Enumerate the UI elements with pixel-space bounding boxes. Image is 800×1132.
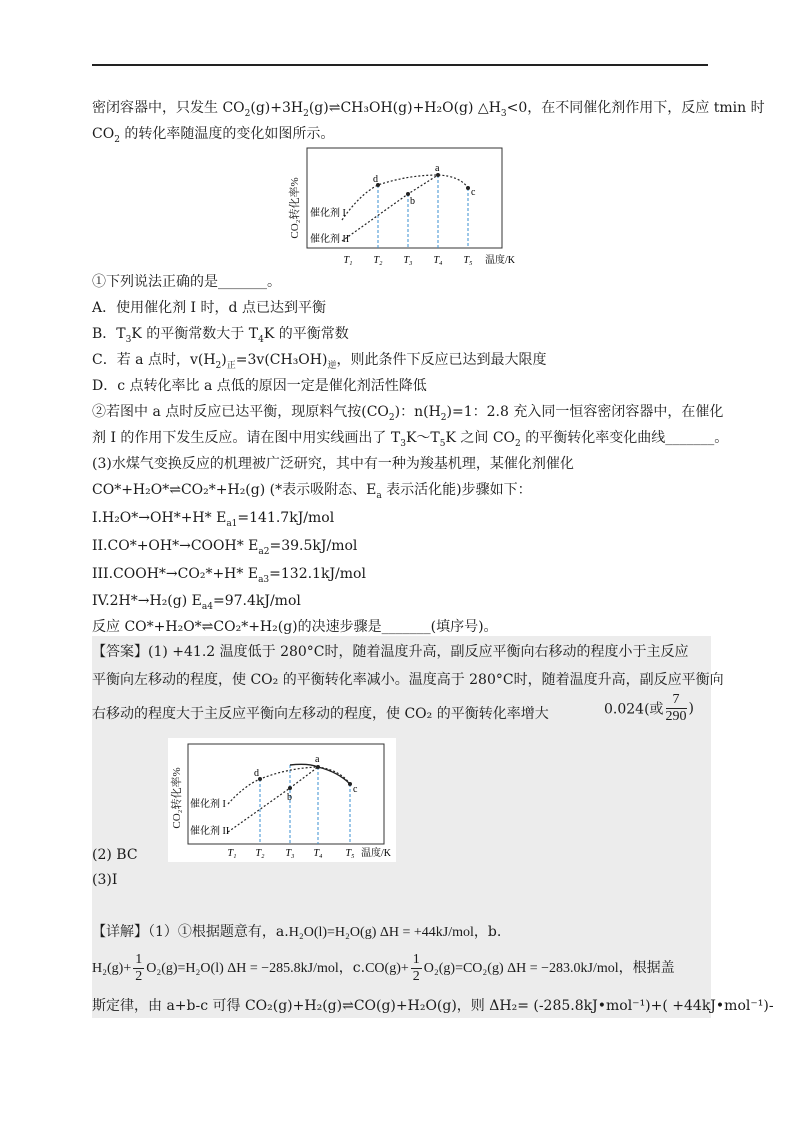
chart2-tick-T2: T₂ bbox=[255, 848, 265, 859]
q1-option-b: B．$T_3K$ 的平衡常数大于 $T_4K$ 的平衡常数 bbox=[92, 326, 349, 345]
chart2-point-b bbox=[288, 786, 292, 790]
chart2-x-axis-label: 温度/K bbox=[361, 848, 391, 859]
chart1-label-c: c bbox=[471, 187, 476, 198]
q1-option-c: C．若 a 点时，$v(H_2)_正=3v(CH_3OH)_逆$，则此条件下反应已达到最大限度 bbox=[92, 352, 547, 371]
chart2-label-b: b bbox=[287, 792, 292, 803]
chart1-label-b: b bbox=[410, 196, 415, 207]
chart1-tick-T4: T₄ bbox=[433, 255, 443, 266]
chart2-point-c bbox=[348, 782, 352, 786]
chart2-point-a bbox=[316, 765, 320, 769]
answer-fraction: $\frac{7}{290}$ bbox=[665, 692, 687, 724]
q1-stem: ①下列说法正确的是_______。 bbox=[92, 274, 281, 290]
chart1-x-axis-label: 温度/K bbox=[485, 255, 515, 266]
answer-value: 0.024(或 $\frac{7}{290}$ ) bbox=[604, 692, 695, 724]
q3-line-2: CO*+H₂O*⇌CO₂*+H₂(g) (*表示吸附态、$E_a$ 表示活化能)步骤如下： bbox=[92, 482, 532, 501]
header-rule bbox=[92, 64, 708, 66]
q2-line-2: 剂 I 的作用下发生反应。请在图中用实线画出了 $T_3K\sim T_5K$ 之间 $CO_2$ 的平衡转化率变化曲线_______。 bbox=[92, 430, 729, 449]
chart1-tick-T1: T₁ bbox=[343, 255, 353, 266]
intro-line-1: 密闭容器中，只发生 $CO_2(g)+3H_2(g)\rightleftharpoons CH_3OH(g)+H_2O(g)$ $\triangle H_3<0$，在不同催化剂作用下，反应 tmin 时 bbox=[92, 100, 765, 119]
chart1-catalyst-2-label: 催化剂 II bbox=[310, 234, 350, 245]
answer-line-2: 平衡向左移动的程度，使 CO₂ 的平衡转化率减小。温度高于 280°C时，随着温度升高，副反应平衡向 bbox=[92, 672, 724, 688]
q3-step-1: I.H₂O*→OH*+H* $E_{a1}=141.7kJ$/mol bbox=[92, 510, 335, 529]
chart2-y-axis-label bbox=[169, 767, 183, 828]
detail-line-1: 【详解】（1）①根据题意有，a.H₂O(l)=H₂O(g) ΔH = +44kJ/mol，b. bbox=[92, 924, 502, 940]
conversion-chart-2 bbox=[168, 738, 396, 862]
chart2-tick-T4: T₄ bbox=[313, 848, 323, 859]
chart1-label-d: d bbox=[373, 174, 378, 185]
chart2-tick-T1: T₁ bbox=[227, 848, 237, 859]
q3-step-3: III.COOH*→CO₂*+H* $E_{a3}=132.1kJ$/mol bbox=[92, 566, 366, 585]
chart2-catalyst-2-label: 催化剂 II bbox=[190, 826, 230, 837]
chart2-tick-T3: T₃ bbox=[285, 848, 295, 859]
chart1-curve-catalyst-2 bbox=[342, 175, 438, 241]
q3-step-4: IV.2H*→H₂(g) $E_{a4}=97.4kJ$/mol bbox=[92, 593, 301, 612]
intro-line-2: $CO_2$ 的转化率随温度的变化如图所示。 bbox=[92, 126, 335, 145]
chart1-guides bbox=[378, 175, 468, 248]
svg-text:CO₂转化率%: CO₂转化率% bbox=[171, 767, 183, 829]
chart2-label-a: a bbox=[315, 754, 320, 765]
chart1-frame bbox=[307, 148, 502, 248]
answer-line-3: 右移动的程度大于主反应平衡向左移动的程度，使 CO₂ 的平衡转化率增大 bbox=[92, 706, 549, 722]
chart2-catalyst-1-label: 催化剂 I bbox=[190, 799, 226, 810]
chart1-y-axis-label bbox=[287, 177, 301, 238]
answer-part-3: (3)I bbox=[92, 872, 118, 888]
detail-half-1: $\frac{1}{2}$ bbox=[135, 951, 143, 984]
q1-option-a: A．使用催化剂 I 时，d 点已达到平衡 bbox=[92, 300, 326, 316]
detail-line-2: H₂(g)+ $\frac{1}{2}$ O₂(g)=H₂O(l) ΔH = −285.8kJ/mol，c.CO(g)+ $\frac{1}{2}$ O₂(g)=CO₂(g) ΔH = −283.0kJ/mol，根据盖 bbox=[92, 951, 675, 984]
chart1-tick-T3: T₃ bbox=[403, 255, 413, 266]
q3-last-line: 反应 CO*+H₂O*⇌CO₂*+H₂(g)的决速步骤是_______(填序号)。 bbox=[92, 619, 498, 635]
detail-line-3: 斯定律，由 a+b-c 可得 CO₂(g)+H₂(g)⇌CO(g)+H₂O(g)，则 ΔH₂= (-285.8kJ•mol⁻¹)+( +44kJ•mol⁻¹)- bbox=[92, 998, 774, 1014]
chart2-label-d: d bbox=[254, 768, 259, 779]
q3-step-2: II.CO*+OH*→COOH* $E_{a2}=39.5kJ$/mol bbox=[92, 538, 358, 557]
detail-half-2: $\frac{1}{2}$ bbox=[412, 951, 420, 984]
chart1-tick-T2: T₂ bbox=[373, 255, 383, 266]
chart1-point-c bbox=[466, 186, 470, 190]
answer-part-2: (2) BC bbox=[92, 847, 138, 863]
chart2-label-c: c bbox=[353, 784, 358, 795]
chart2-tick-T5: T₅ bbox=[345, 848, 355, 859]
chart1-curve-catalyst-1 bbox=[342, 175, 468, 220]
svg-text:CO₂转化率%: CO₂转化率% bbox=[289, 177, 301, 239]
chart1-catalyst-1-label: 催化剂 I bbox=[310, 208, 346, 219]
chart1-label-a: a bbox=[435, 163, 440, 174]
answer-line-1: 【答案】(1) +41.2 温度低于 280°C时，随着温度升高，副反应平衡向右移动的程度小于主反应 bbox=[92, 644, 689, 660]
q3-line-1: (3)水煤气变换反应的机理被广泛研究，其中有一种为羧基机理，某催化剂催化 bbox=[92, 456, 574, 472]
conversion-chart-1 bbox=[282, 142, 522, 268]
chart1-tick-T5: T₅ bbox=[463, 255, 473, 266]
q1-option-d: D．c 点转化率比 a 点低的原因一定是催化剂活性降低 bbox=[92, 378, 427, 394]
q2-line-1: ②若图中 a 点时反应已达平衡，现原料气按$(CO_2)$：$n(H_2)=1$：2.8 充入同一恒容密闭容器中，在催化 bbox=[92, 404, 724, 423]
